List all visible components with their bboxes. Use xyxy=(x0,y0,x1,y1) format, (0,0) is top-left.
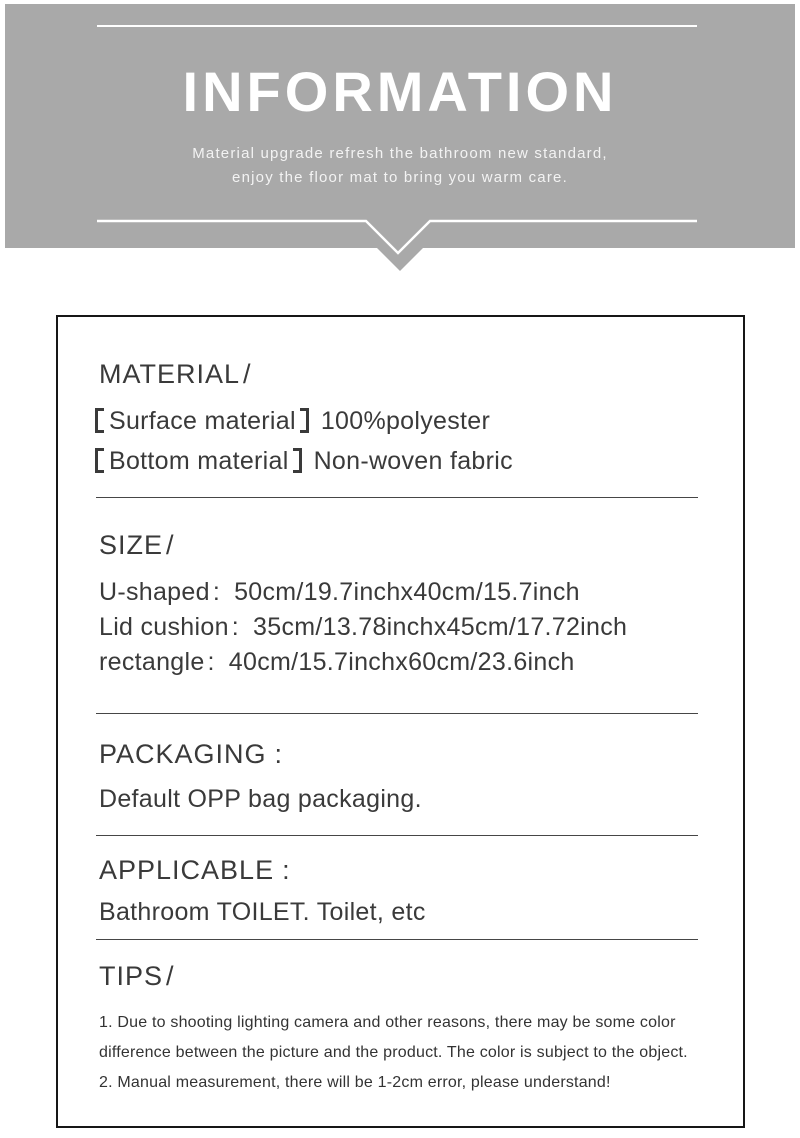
cjk-bracket-right-icon xyxy=(293,448,302,473)
cjk-bracket-left-icon xyxy=(95,448,104,473)
size-row-colon: : xyxy=(212,578,221,606)
size-row-lid-cushion xyxy=(99,610,701,645)
section-divider xyxy=(96,713,698,714)
section-divider xyxy=(96,497,698,498)
applicable-heading-suffix: : xyxy=(282,855,291,885)
tips-heading xyxy=(99,960,701,992)
size-rows xyxy=(99,575,701,680)
size-row-name: Lid cushion xyxy=(99,613,229,641)
applicable-heading-text: APPLICABLE xyxy=(99,855,275,885)
material-row-value: 100%polyester xyxy=(320,407,491,435)
size-heading-suffix: / xyxy=(166,530,175,560)
packaging-heading xyxy=(99,738,701,770)
section-divider xyxy=(96,939,698,940)
size-row-value: 35cm/13.78inchx45cm/17.72inch xyxy=(253,613,628,641)
material-heading-suffix: / xyxy=(243,359,252,389)
cjk-bracket-left-icon xyxy=(95,408,104,433)
applicable-heading xyxy=(99,854,701,886)
material-heading-text: MATERIAL xyxy=(99,359,241,389)
tips-heading-text: TIPS xyxy=(99,961,164,991)
size-row-value: 50cm/19.7inchx40cm/15.7inch xyxy=(234,578,580,606)
material-rows xyxy=(95,401,701,481)
banner-subtitle-line1: Material upgrade refresh the bathroom new standard, xyxy=(192,145,608,162)
size-row-name: rectangle xyxy=(99,648,205,676)
size-row-colon: : xyxy=(231,613,240,641)
material-row-label: Surface material xyxy=(109,407,296,435)
tips-heading-suffix: / xyxy=(166,961,175,991)
size-heading-text: SIZE xyxy=(99,530,164,560)
banner-pointer xyxy=(90,215,710,275)
material-row-label: Bottom material xyxy=(109,447,289,475)
size-row-u-shaped xyxy=(99,575,701,610)
section-divider xyxy=(96,835,698,836)
size-row-rectangle xyxy=(99,645,701,680)
packaging-text: Default OPP bag packaging. xyxy=(99,785,422,813)
packaging-heading-suffix: : xyxy=(274,739,284,769)
banner-title: INFORMATION xyxy=(182,60,618,123)
cjk-bracket-right-icon xyxy=(300,408,309,433)
size-row-colon: : xyxy=(207,648,215,676)
material-row-bottom xyxy=(95,441,701,481)
size-row-name: U-shaped xyxy=(99,578,210,606)
material-row-surface xyxy=(95,401,701,441)
applicable-text: Bathroom TOILET. Toilet, etc xyxy=(99,898,426,926)
tip-item: 2. Manual measurement, there will be 1-2cm error, please understand! xyxy=(99,1074,611,1091)
banner-subtitle-line2: enjoy the floor mat to bring you warm care. xyxy=(232,169,568,186)
material-heading xyxy=(99,358,701,390)
product-details-box xyxy=(56,315,745,1128)
size-row-value: 40cm/15.7inchx60cm/23.6inch xyxy=(228,648,575,676)
tip-item: 1. Due to shooting lighting camera and other reasons, there may be some color difference between the picture and the product. The color is subject to the object. xyxy=(99,1014,688,1061)
tips-list xyxy=(99,1008,701,1098)
banner-top-rule xyxy=(97,25,697,27)
size-heading xyxy=(99,529,701,561)
banner-subtitle xyxy=(5,142,795,190)
material-row-value: Non-woven fabric xyxy=(313,447,513,475)
packaging-heading-text: PACKAGING xyxy=(99,739,267,769)
information-banner xyxy=(5,4,795,248)
